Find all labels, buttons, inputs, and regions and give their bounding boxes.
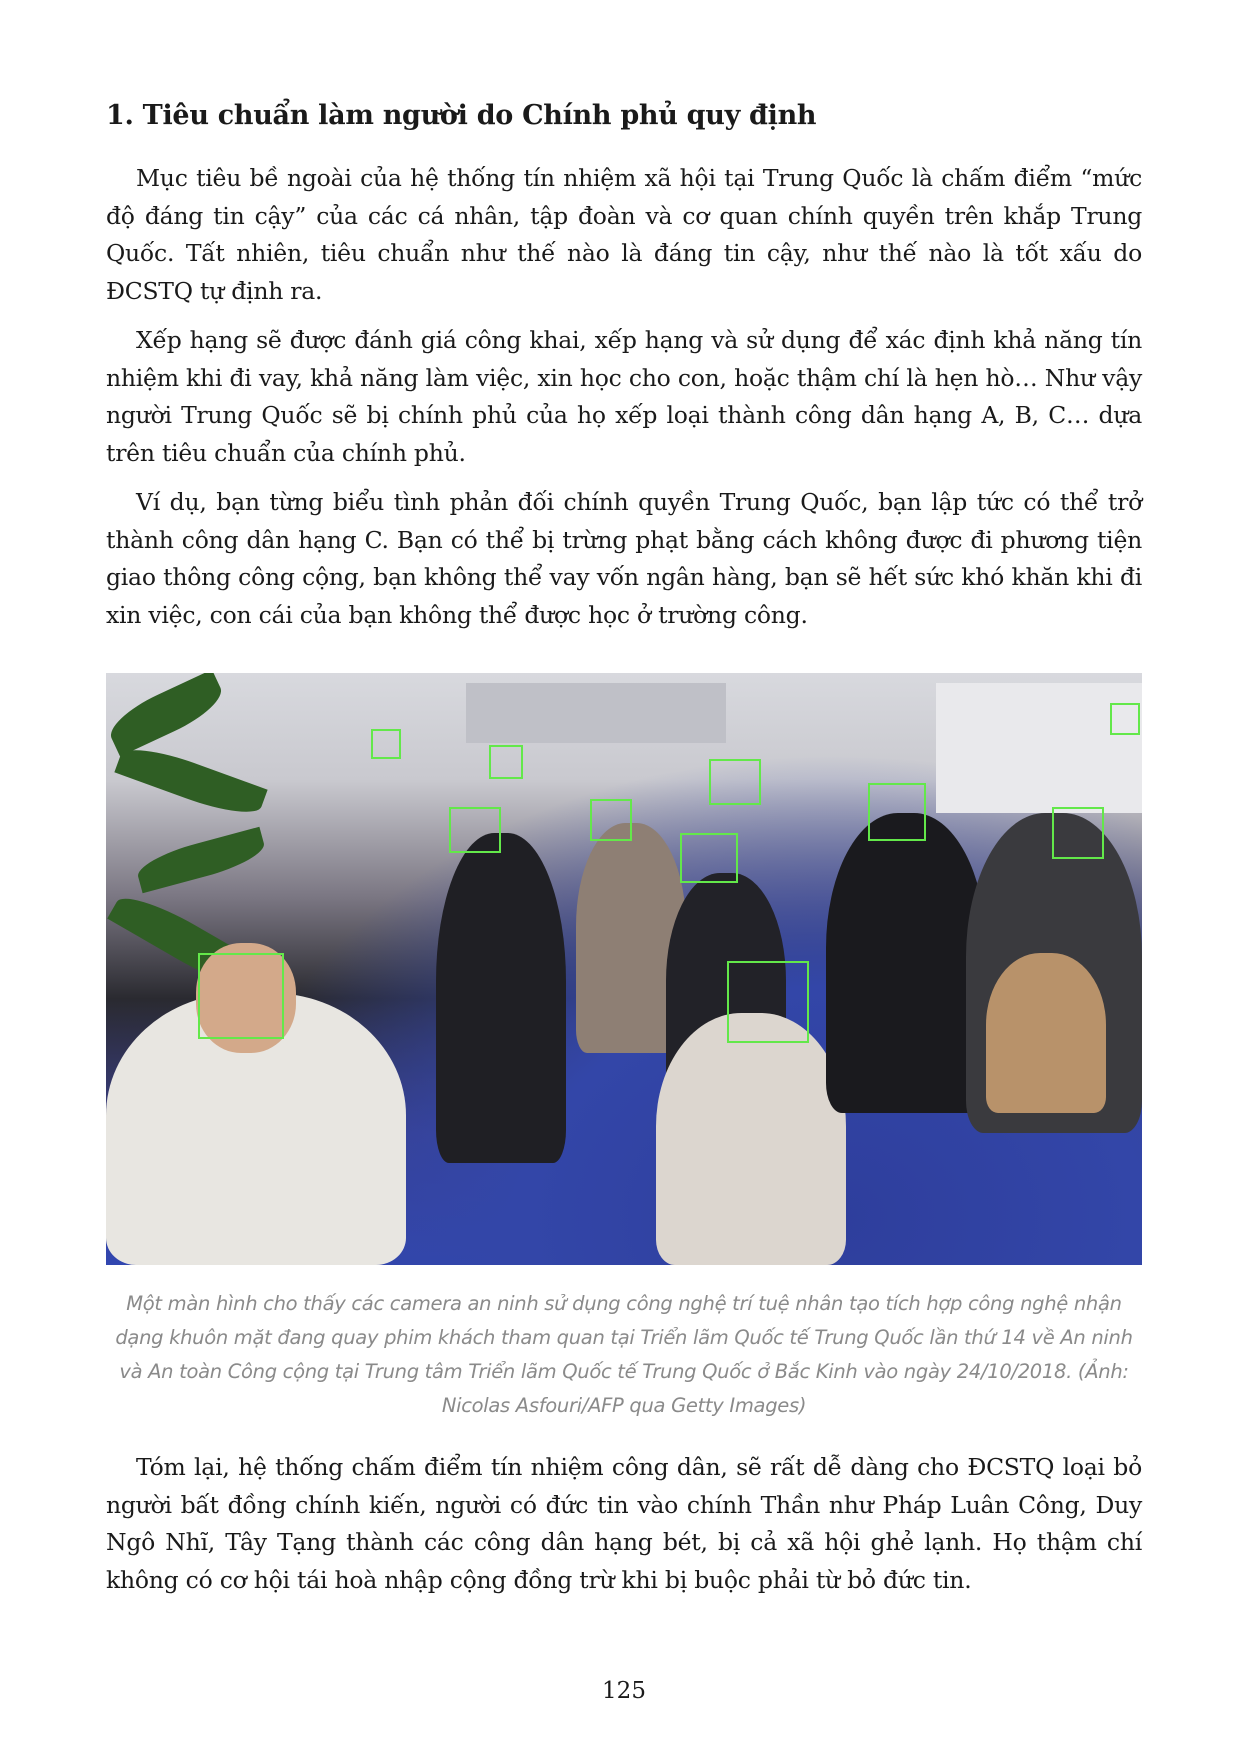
person [826, 813, 986, 1113]
surveillance-photo [106, 673, 1142, 1265]
face-detection-box [680, 833, 738, 883]
person [436, 833, 566, 1163]
face-detection-box [709, 759, 761, 805]
photo-caption: Một màn hình cho thấy các camera an ninh sử dụng công nghệ trí tuệ nhân tạo tích hợp công nghệ nhận dạng khuôn mặt đang quay phim khách tham quan tại Triển lãm Quốc tế Trung Quốc lần thứ 14 về An ninh và An toàn Công cộng tại Trung tâm Triển lãm Quốc tế Trung Quốc ở Bắc Kinh vào ngày 24/10/2018. (Ảnh: Nicolas Asfouri/AFP qua Getty Images) [115, 1292, 1133, 1417]
face-detection-box [371, 729, 401, 759]
paragraph: Ví dụ, bạn từng biểu tình phản đối chính quyền Trung Quốc, bạn lập tức có thể trở thành công dân hạng C. Bạn có thể bị trừng phạt bằng cách không được đi phương tiện giao thông công cộng, bạn không thể vay vốn ngân hàng, bạn sẽ hết sức khó khăn khi đi xin việc, con cái của bạn không thể được học ở trường công. [106, 488, 1142, 629]
face-detection-box [1052, 807, 1104, 859]
face-detection-box [868, 783, 926, 841]
person [656, 1013, 846, 1265]
body-text-top [106, 160, 1142, 634]
body-text-bottom [106, 1449, 1142, 1599]
plant-leaf [114, 738, 267, 823]
face-detection-box [1110, 703, 1140, 735]
face-detection-box [449, 807, 501, 853]
page-number: 125 [602, 1678, 646, 1704]
paragraph: Xếp hạng sẽ được đánh giá công khai, xếp hạng và sử dụng để xác định khả năng tín nhiệm khi đi vay, khả năng làm việc, xin học cho con, hoặc thậm chí là hẹn hò… Như vậy người Trung Quốc sẽ bị chính phủ của họ xếp loại thành công dân hạng A, B, C… dựa trên tiêu chuẩn của chính phủ. [106, 326, 1142, 467]
face-detection-box [727, 961, 809, 1043]
paragraph: Mục tiêu bề ngoài của hệ thống tín nhiệm xã hội tại Trung Quốc là chấm điểm “mức độ đáng tin cậy” của các cá nhân, tập đoàn và cơ quan chính quyền trên khắp Trung Quốc. Tất nhiên, tiêu chuẩn như thế nào là đáng tin cậy, như thế nào là tốt xấu do ĐCSTQ tự định ra. [106, 164, 1142, 305]
face-detection-box [489, 745, 523, 779]
face-detection-box [198, 953, 284, 1039]
face-detection-box [590, 799, 632, 841]
section-heading: 1. Tiêu chuẩn làm người do Chính phủ quy định [106, 100, 817, 131]
paragraph: Tóm lại, hệ thống chấm điểm tín nhiệm công dân, sẽ rất dễ dàng cho ĐCSTQ loại bỏ người bất đồng chính kiến, người có đức tin vào chính Thần như Pháp Luân Công, Duy Ngô Nhĩ, Tây Tạng thành các công dân hạng bét, bị cả xã hội ghẻ lạnh. Họ thậm chí không có cơ hội tái hoà nhập cộng đồng trừ khi bị buộc phải từ bỏ đức tin. [106, 1453, 1142, 1594]
backpack [986, 953, 1106, 1113]
plant-leaf [134, 827, 268, 893]
exhibit-wall [466, 683, 726, 743]
plant-leaf [106, 673, 229, 756]
